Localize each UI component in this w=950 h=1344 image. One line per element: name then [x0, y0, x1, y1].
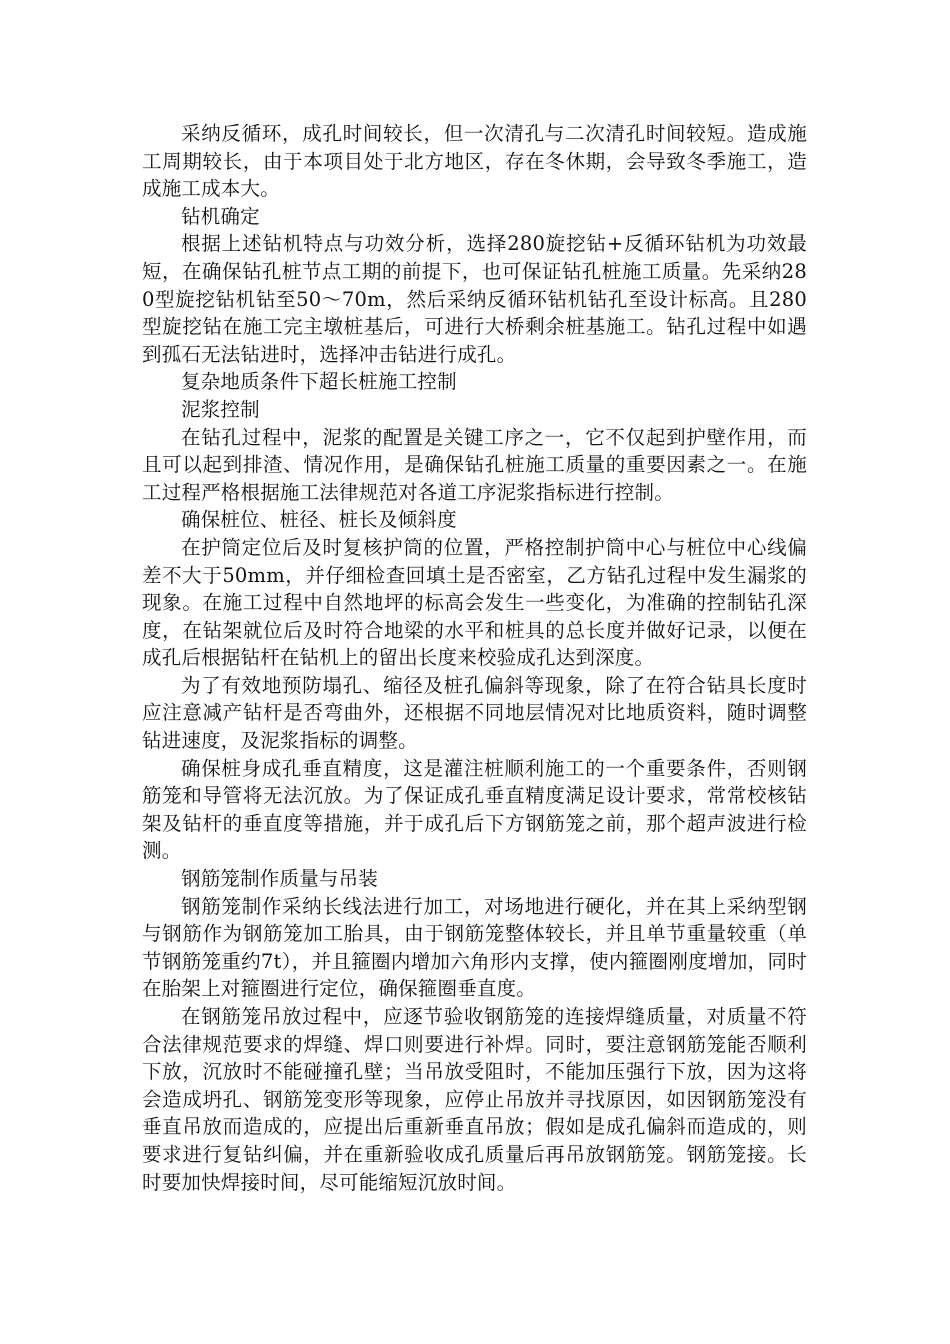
- paragraph-drill-selection: 根据上述钻机特点与功效分析，选择280旋挖钻+反循环钻机为功效最短，在确保钻孔桩节点工期的前提下，也可保证钻孔桩施工质量。先采纳280型旋挖钻机钻至50～70m，然后采纳反循环钻机钻孔至设计标高。且280型旋挖钻在施工完主墩桩基后，可进行大桥剩余桩基施工。钻孔过程中如遇到孤石无法钻进时，选择冲击钻进行成孔。: [142, 232, 807, 366]
- paragraph-verticality: 确保桩身成孔垂直精度，这是灌注桩顺利施工的一个重要条件，否则钢筋笼和导管将无法沉放。为了保证成孔垂直精度满足设计要求，常常校核钻架及钻杆的垂直度等措施，并于成孔后下方钢筋笼之前，那个超声波进行检测。: [142, 756, 807, 863]
- paragraph-rebar-cage-hoisting: 在钢筋笼吊放过程中，应逐节验收钢筋笼的连接焊缝质量，对质量不符合法律规范要求的焊缝、焊口则要进行补焊。同时，要注意钢筋笼能否顺利下放，沉放时不能碰撞孔壁；当吊放受阻时，不能加压强行下放，因为这将会造成坍孔、钢筋笼变形等现象，应停止吊放并寻找原因，如因钢筋笼没有垂直吊放而造成的，应提出后重新垂直吊放；假如是成孔偏斜而造成的，则要求进行复钻纠偏，并在重新验收成孔质量后再吊放钢筋笼。钢筋笼接。长时要加快焊接时间，尽可能缩短沉放时间。: [142, 1005, 807, 1194]
- document-body: [142, 120, 807, 1196]
- heading-mud-control: 泥浆控制: [181, 397, 260, 421]
- heading-rebar-cage: 钢筋笼制作质量与吊装: [181, 867, 379, 891]
- heading-long-pile-control: 复杂地质条件下超长桩施工控制: [181, 370, 457, 394]
- paragraph-collapse-prevention: 为了有效地预防塌孔、缩径及桩孔偏斜等现象，除了在符合钻具长度时应注意减产钻杆是否弯曲外，还根据不同地层情况对比地质资料，随时调整钻进速度，及泥浆指标的调整。: [142, 673, 807, 753]
- heading-pile-position: 确保桩位、桩径、桩长及倾斜度: [181, 508, 457, 532]
- paragraph-reverse-circulation: 采纳反循环，成孔时间较长，但一次清孔与二次清孔时间较短。造成施工周期较长，由于本项目处于北方地区，存在冬休期，会导致冬季施工，造成施工成本大。: [142, 122, 807, 201]
- heading-drill-selection: 钻机确定: [181, 204, 260, 228]
- paragraph-rebar-cage-fabrication: 钢筋笼制作采纳长线法进行加工，对场地进行硬化，并在其上采纳型钢与钢筋作为钢筋笼加工胎具，由于钢筋笼整体较长，并且单节重量较重（单节钢筋笼重约7t），并且箍圈内增加六角形内支撑，使内箍圈刚度增加，同时在胎架上对箍圈进行定位，确保箍圈垂直度。: [142, 894, 807, 1001]
- paragraph-mud-control: 在钻孔过程中，泥浆的配置是关键工序之一，它不仅起到护壁作用，而且可以起到排渣、情况作用，是确保钻孔桩施工质量的重要因素之一。在施工过程严格根据施工法律规范对各道工序泥浆指标进行控制。: [142, 425, 807, 504]
- paragraph-pile-position: 在护筒定位后及时复核护筒的位置，严格控制护筒中心与桩位中心线偏差不大于50mm，并仔细检查回填土是否密室，乙方钻孔过程中发生漏浆的现象。在施工过程中自然地坪的标高会发生一些变化，为准确的控制钻孔深度，在钻架就位后及时符合地梁的水平和桩具的总长度并做好记录，以便在成孔后根据钻杆在钻机上的留出长度来校验成孔达到深度。: [142, 535, 807, 670]
